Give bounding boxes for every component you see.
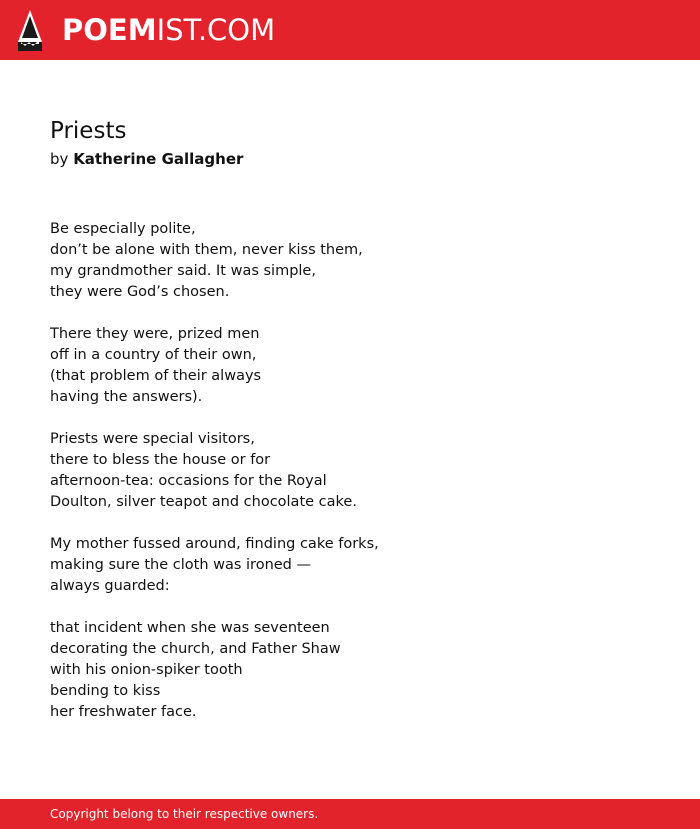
byline-prefix: by bbox=[50, 150, 69, 168]
poem-line: My mother fussed around, finding cake forks, bbox=[50, 536, 379, 552]
site-logo[interactable] bbox=[62, 10, 275, 50]
poem-line: bending to kiss bbox=[50, 683, 161, 699]
poem-stanza bbox=[50, 429, 650, 513]
site-header bbox=[0, 0, 700, 60]
poem-stanza bbox=[50, 219, 650, 303]
poem-stanza bbox=[50, 324, 650, 408]
poem-line: Be especially polite, bbox=[50, 221, 196, 237]
pencil-tip-icon[interactable] bbox=[18, 10, 42, 51]
poem-line: with his onion-spiker tooth bbox=[50, 662, 243, 678]
site-footer bbox=[0, 799, 700, 829]
poem-line: don’t be alone with them, never kiss them, bbox=[50, 242, 363, 258]
poem-line: afternoon-tea: occasions for the Royal bbox=[50, 473, 327, 489]
poem-line: There they were, prized men bbox=[50, 326, 260, 342]
poem-line: making sure the cloth was ironed — bbox=[50, 557, 311, 573]
poem-stanza bbox=[50, 618, 650, 723]
poem-line: that incident when she was seventeen bbox=[50, 620, 330, 636]
poem-line: her freshwater face. bbox=[50, 704, 197, 720]
poem-line: off in a country of their own, bbox=[50, 347, 257, 363]
poem-line: always guarded: bbox=[50, 578, 170, 594]
poem-byline bbox=[50, 149, 243, 169]
logo-bold-text: POEM bbox=[62, 13, 157, 47]
poem-title: Priests bbox=[50, 118, 127, 144]
poem-line: there to bless the house or for bbox=[50, 452, 271, 468]
poem-line: my grandmother said. It was simple, bbox=[50, 263, 316, 279]
copyright-text: Copyright belong to their respective owners. bbox=[50, 807, 319, 821]
poem-line: (that problem of their always bbox=[50, 368, 262, 384]
logo-light-text: IST.COM bbox=[156, 13, 276, 47]
poem-line: Doulton, silver teapot and chocolate cake. bbox=[50, 494, 357, 510]
poem-line: they were God’s chosen. bbox=[50, 284, 230, 300]
poem-stanza bbox=[50, 534, 650, 597]
poem-line: decorating the church, and Father Shaw bbox=[50, 641, 341, 657]
poem-body bbox=[50, 219, 650, 744]
poem-line: Priests were special visitors, bbox=[50, 431, 255, 447]
poem-author: Katherine Gallagher bbox=[73, 150, 244, 168]
poem-line: having the answers). bbox=[50, 389, 203, 405]
